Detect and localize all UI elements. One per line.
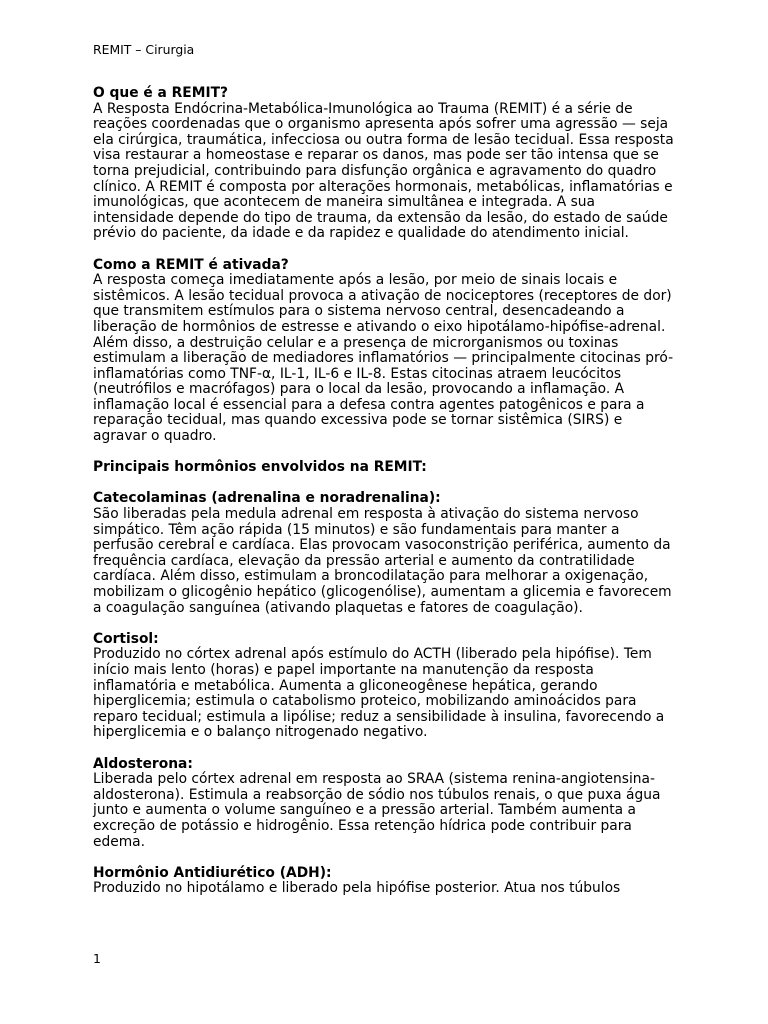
section-heading-main-hormones: Principais hormônios envolvidos na REMIT: [93,459,427,476]
section-heading-adh: Hormônio Antidiurético (ADH): [93,864,332,881]
section-paragraph-what-is-remit: A Resposta Endócrina-Metabólica-Imunológica ao Trauma (REMIT) é a série de reações coordenadas que o organismo apresenta após sofrer uma agressão — seja ela cirúrgica, traumática, infecciosa ou outra forma de lesão tecidual. Essa resposta visa restaurar a homeostase e reparar os danos, mas pode ser tão intensa que se torna prejudicial, contribuindo para disfunção orgânica e agravamento do quadro clínico. A REMIT é composta por alterações hormonais, metabólicas, inflamatórias e imunológicas, que acontecem de maneira simultânea e integrada. A sua intensidade depende do tipo de trauma, da extensão da lesão, do estado de saúde prévio do paciente, da idade e da rapidez e qualidade do atendimento inicial. [93,100,674,242]
section-heading-cortisol: Cortisol: [93,630,159,647]
section-heading-what-is-remit: O que é a REMIT? [93,85,228,101]
section-heading-aldosterone: Aldosterona: [93,755,193,772]
section-paragraph-cortisol: Produzido no córtex adrenal após estímulo do ACTH (liberado pela hipófise). Tem início mais lento (horas) e papel importante na manutenção da resposta inflamatória e metabólica. Aumenta a gliconeogênese hepática, gerando hiperglicemia; estimula o catabolismo proteico, mobilizando aminoácidos para reparo tecidual; estimula a lipólise; reduz a sensibilidade à insulina, favorecendo a hiperglicemia e o balanço nitrogenado negativo. [93,646,665,741]
section-paragraph-adh: Produzido no hipotálamo e liberado pela hipófise posterior. Atua nos túbulos [93,880,621,897]
page-number: 1 [93,951,101,966]
section-paragraph-aldosterone: Liberada pelo córtex adrenal em resposta ao SRAA (sistema renina-angiotensina-aldosterona). Estimula a reabsorção de sódio nos túbulos renais, o que puxa água junto e aumenta o volume sanguíneo e a pressão arterial. Também aumenta a excreção de potássio e hidrogênio. Essa retenção hídrica pode contribuir para edema. [93,771,661,850]
paragraph-spacer [93,476,675,492]
running-header: REMIT – Cirurgia [93,42,195,57]
section-heading-catecholamines: Catecolaminas (adrenalina e noradrenalina): [93,490,441,507]
section-paragraph-activation: A resposta começa imediatamente após a lesão, por meio de sinais locais e sistêmicos. A lesão tecidual provoca a ativação de nociceptores (receptores de dor) que transmitem estímulos para o sistema nervoso central, desencadeando a liberação de hormônios de estresse e ativando o eixo hipotálamo-hipófise-adrenal. Além disso, a destruição celular e a presença de microrganismos ou toxinas estimulam a liberação de mediadores inflamatórios — principalmente citocinas pró-inflamatórias como TNF-α, IL-1, IL-6 e IL-8. Estas citocinas atraem leucócitos (neutrófilos e macrófagos) para o local da lesão, provocando a inflamação. A inflamação local é essencial para a defesa contra agentes patogênicos e para a reparação tecidual, mas quando excessiva pode se tornar sistêmica (SIRS) e agravar o quadro. [93,272,674,445]
section-paragraph-catecholamines: São liberadas pela medula adrenal em resposta à ativação do sistema nervoso simpático. Têm ação rápida (15 minutos) e são fundamentais para manter a perfusão cerebral e cardíaca. Elas provocam vasoconstrição periférica, aumento da frequência cardíaca, elevação da pressão arterial e aumento da contratilidade cardíaca. Além disso, estimulam a broncodilatação para melhorar a oxigenação, mobilizam o glicogênio hepático (glicogenólise), aumentam a glicemia e favorecem a coagulação sanguínea (ativando plaquetas e fatores de coagulação). [93,506,672,616]
section-heading-activation: Como a REMIT é ativada? [93,256,289,273]
document-body [93,86,675,912]
